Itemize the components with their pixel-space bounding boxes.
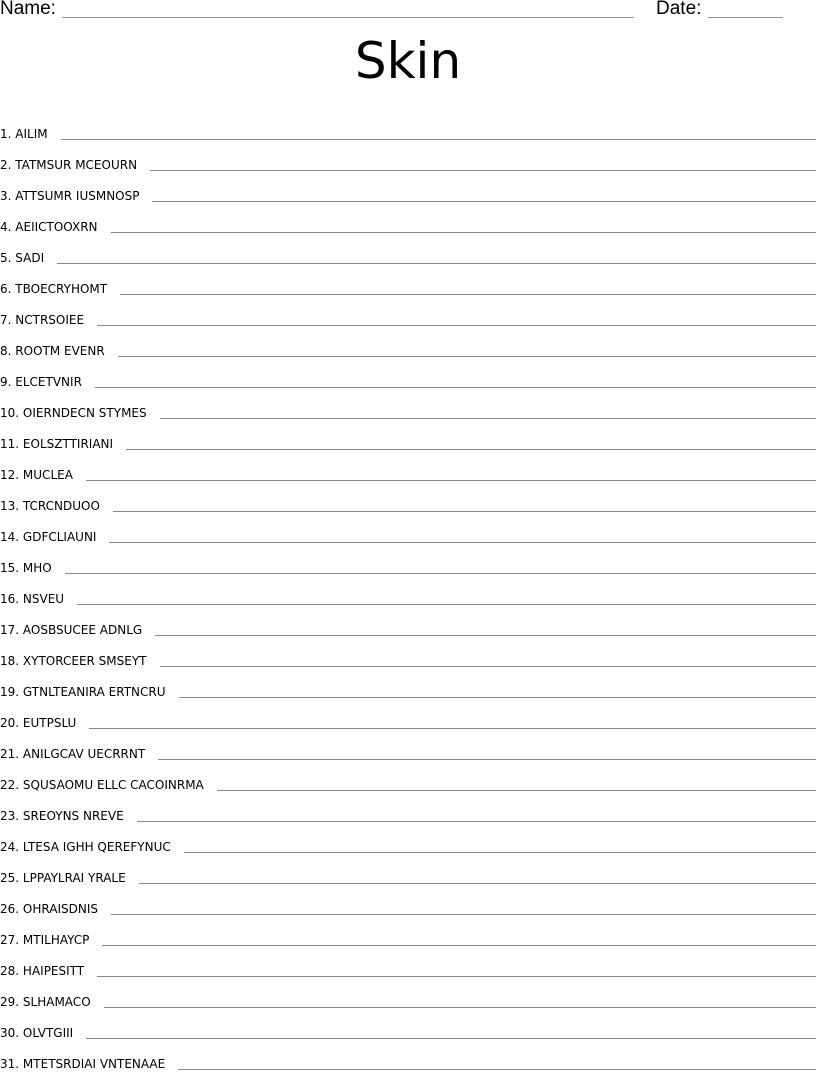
scrambled-word: MUCLEA [23, 468, 73, 482]
answer-line[interactable] [89, 728, 816, 729]
list-item [0, 514, 816, 545]
scrambled-word: GDFCLIAUNI [23, 530, 97, 544]
item-number: 29. [0, 995, 19, 1009]
page-title: Skin [0, 28, 816, 94]
list-item [0, 917, 816, 948]
item-number: 30. [0, 1026, 19, 1040]
answer-line[interactable] [65, 573, 816, 574]
scrambled-word: SLHAMACO [23, 995, 91, 1009]
list-item [0, 669, 816, 700]
scramble-clue [0, 344, 105, 359]
list-item [0, 886, 816, 917]
answer-line[interactable] [97, 325, 816, 326]
list-item [0, 359, 816, 390]
list-item [0, 824, 816, 855]
scrambled-word: EUTPSLU [23, 716, 76, 730]
answer-line[interactable] [86, 480, 816, 481]
scramble-clue [0, 592, 64, 607]
scrambled-word: AOSBSUCEE ADNLG [23, 623, 142, 637]
scrambled-word: AILIM [15, 127, 47, 141]
scrambled-word: SREOYNS NREVE [23, 809, 124, 823]
answer-line[interactable] [57, 263, 816, 264]
scramble-clue [0, 437, 113, 452]
item-number: 21. [0, 747, 19, 761]
item-number: 16. [0, 592, 19, 606]
item-number: 12. [0, 468, 19, 482]
scramble-clue [0, 189, 139, 204]
list-item [0, 948, 816, 979]
scrambled-word: SQUSAOMU ELLC CACOINRMA [23, 778, 204, 792]
item-number: 13. [0, 499, 19, 513]
scrambled-word: OIERNDECN STYMES [23, 406, 147, 420]
item-number: 22. [0, 778, 19, 792]
answer-line[interactable] [217, 790, 816, 791]
answer-line[interactable] [111, 232, 816, 233]
item-number: 8. [0, 344, 11, 358]
scrambled-word: TATMSUR MCEOURN [15, 158, 137, 172]
name-field[interactable] [62, 17, 634, 18]
item-number: 31. [0, 1057, 19, 1071]
answer-line[interactable] [118, 356, 816, 357]
list-item [0, 111, 816, 142]
date-label: Date: [656, 0, 701, 20]
item-number: 5. [0, 251, 11, 265]
scramble-clue [0, 220, 98, 235]
scrambled-word: EOLSZTTIRIANI [23, 437, 113, 451]
answer-line[interactable] [184, 852, 816, 853]
scrambled-word: LPPAYLRAI YRALE [23, 871, 126, 885]
item-number: 15. [0, 561, 19, 575]
answer-line[interactable] [111, 914, 816, 915]
scramble-clue [0, 778, 204, 793]
scrambled-word: ELCETVNIR [15, 375, 82, 389]
scramble-clue [0, 1057, 165, 1072]
scrambled-word: TBOECRYHOMT [15, 282, 107, 296]
item-number: 9. [0, 375, 11, 389]
scramble-clue [0, 964, 84, 979]
answer-line[interactable] [126, 449, 816, 450]
list-item [0, 793, 816, 824]
scramble-clue [0, 747, 145, 762]
scramble-clue [0, 1026, 73, 1041]
list-item [0, 731, 816, 762]
list-item [0, 576, 816, 607]
scramble-clue [0, 716, 76, 731]
scrambled-word: GTNLTEANIRA ERTNCRU [23, 685, 166, 699]
item-number: 3. [0, 189, 11, 203]
answer-line[interactable] [113, 511, 816, 512]
scramble-clue [0, 282, 107, 297]
item-number: 11. [0, 437, 19, 451]
scramble-clue [0, 530, 96, 545]
answer-line[interactable] [104, 1007, 816, 1008]
scrambled-word: NSVEU [23, 592, 64, 606]
item-number: 23. [0, 809, 19, 823]
list-item [0, 297, 816, 328]
list-item [0, 700, 816, 731]
list-item [0, 328, 816, 359]
scramble-clue [0, 654, 147, 669]
scramble-clue [0, 561, 52, 576]
name-label: Name: [0, 0, 56, 20]
scrambled-word: TCRCNDUOO [23, 499, 100, 513]
list-item [0, 638, 816, 669]
list-item [0, 762, 816, 793]
list-item [0, 390, 816, 421]
item-number: 14. [0, 530, 19, 544]
scramble-clue [0, 840, 171, 855]
item-number: 25. [0, 871, 19, 885]
scrambled-word: HAIPESITT [23, 964, 84, 978]
answer-line[interactable] [160, 418, 816, 419]
scrambled-word: OHRAISDNIS [23, 902, 98, 916]
scramble-clue [0, 499, 100, 514]
scramble-clue [0, 127, 48, 142]
scrambled-word: AEIICTOOXRN [15, 220, 97, 234]
answer-line[interactable] [86, 1038, 816, 1039]
item-number: 20. [0, 716, 19, 730]
list-item [0, 266, 816, 297]
scrambled-word: ATTSUMR IUSMNOSP [15, 189, 139, 203]
list-item [0, 483, 816, 514]
answer-line[interactable] [109, 542, 816, 543]
list-item [0, 173, 816, 204]
answer-line[interactable] [120, 294, 816, 295]
scrambled-word: MHO [23, 561, 52, 575]
scramble-clue [0, 995, 91, 1010]
list-item [0, 421, 816, 452]
list-item [0, 452, 816, 483]
list-item [0, 142, 816, 173]
scramble-clue [0, 158, 137, 173]
item-number: 1. [0, 127, 11, 141]
answer-line[interactable] [158, 759, 816, 760]
scramble-clue [0, 468, 73, 483]
answer-line[interactable] [137, 821, 816, 822]
scramble-clue [0, 871, 126, 886]
list-item [0, 1010, 816, 1041]
item-number: 4. [0, 220, 11, 234]
list-item [0, 607, 816, 638]
list-item [0, 979, 816, 1010]
answer-line[interactable] [95, 387, 816, 388]
answer-line[interactable] [102, 945, 816, 946]
scrambled-word: SADI [15, 251, 44, 265]
scramble-clue [0, 809, 124, 824]
scramble-clue [0, 902, 98, 917]
scramble-clue [0, 933, 89, 948]
scramble-clue [0, 313, 84, 328]
item-number: 18. [0, 654, 19, 668]
item-number: 17. [0, 623, 19, 637]
scramble-clue [0, 685, 166, 700]
item-number: 6. [0, 282, 11, 296]
scramble-clue [0, 406, 147, 421]
scramble-clue [0, 251, 44, 266]
scrambled-word: ANILGCAV UECRRNT [23, 747, 145, 761]
scrambled-word: XYTORCEER SMSEYT [23, 654, 147, 668]
answer-line[interactable] [61, 139, 816, 140]
list-item [0, 204, 816, 235]
list-item [0, 235, 816, 266]
scrambled-word: LTESA IGHH QEREFYNUC [23, 840, 171, 854]
list-item [0, 1041, 816, 1072]
scrambled-word: MTETSRDIAI VNTENAAE [23, 1057, 165, 1071]
scramble-list [0, 111, 816, 1072]
scrambled-word: NCTRSOIEE [15, 313, 84, 327]
scramble-clue [0, 375, 82, 390]
item-number: 2. [0, 158, 11, 172]
answer-line[interactable] [179, 697, 816, 698]
worksheet-header [0, 0, 816, 24]
item-number: 24. [0, 840, 19, 854]
list-item [0, 855, 816, 886]
item-number: 28. [0, 964, 19, 978]
list-item [0, 545, 816, 576]
scrambled-word: OLVTGIII [23, 1026, 73, 1040]
answer-line[interactable] [150, 170, 816, 171]
scrambled-word: MTILHAYCP [23, 933, 90, 947]
answer-line[interactable] [160, 666, 816, 667]
answer-line[interactable] [77, 604, 816, 605]
item-number: 19. [0, 685, 19, 699]
item-number: 26. [0, 902, 19, 916]
answer-line[interactable] [152, 201, 816, 202]
answer-line[interactable] [139, 883, 816, 884]
scrambled-word: ROOTM EVENR [15, 344, 104, 358]
answer-line[interactable] [97, 976, 816, 977]
answer-line[interactable] [178, 1069, 816, 1070]
item-number: 7. [0, 313, 11, 327]
answer-line[interactable] [155, 635, 816, 636]
scramble-clue [0, 623, 142, 638]
item-number: 10. [0, 406, 19, 420]
date-field[interactable] [708, 17, 783, 18]
item-number: 27. [0, 933, 19, 947]
